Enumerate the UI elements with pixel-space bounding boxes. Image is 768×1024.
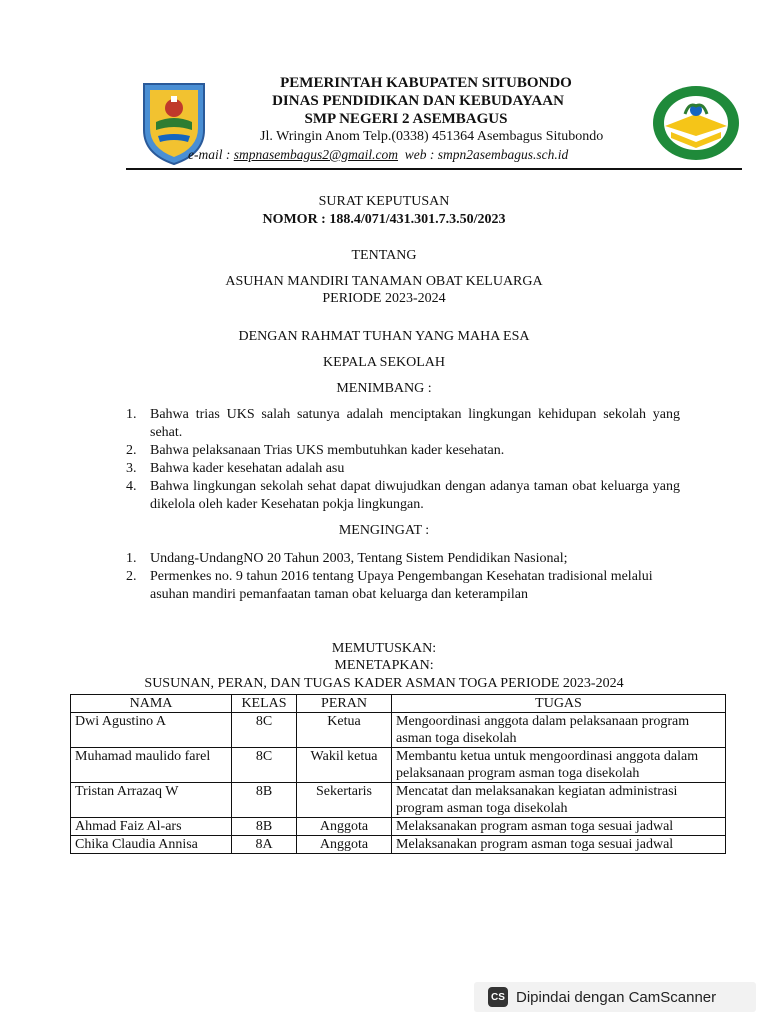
list-text: Undang-UndangNO 20 Tahun 2003, Tentang Sistem Pendidikan Nasional; [150,551,568,566]
cell-task: Mengoordinasi anggota dalam pelaksanaan program asman toga disekolah [392,713,726,748]
cell-role: Ketua [297,713,392,748]
column-header-task: TUGAS [392,695,726,713]
list-item [120,460,680,478]
list-number: 2. [126,569,137,584]
table-row [71,713,726,748]
table-row [71,783,726,818]
list-number: 4. [126,479,137,494]
list-text: Bahwa kader kesehatan adalah asu [150,461,345,476]
letterhead-school: SMP NEGERI 2 ASEMBAGUS [304,111,508,127]
list-number: 1. [126,407,137,422]
camscanner-watermark [474,982,756,1012]
cell-task: Membantu ketua untuk mengoordinasi anggota dalam pelaksanaan program asman toga disekolah [392,748,726,783]
list-item [120,406,680,442]
list-item [120,550,680,568]
decree-title: SURAT KEPUTUSAN [318,194,450,209]
cell-task: Melaksanakan program asman toga sesuai jadwal [392,836,726,854]
list-number: 1. [126,551,137,566]
decree-number: NOMOR : 188.4/071/431.301.7.3.50/2023 [262,212,506,227]
cell-class: 8C [232,748,297,783]
letterhead-address: Jl. Wringin Anom Telp.(0338) 451364 Asembagus Situbondo [260,129,604,144]
email-link[interactable]: smpnasembagus2@gmail.com [233,147,399,162]
list-number: 3. [126,461,137,476]
establish-label: MENETAPKAN: [334,658,434,673]
column-header-name: NAMA [71,695,232,713]
letterhead-divider [126,168,742,170]
table-header-row [71,695,726,713]
cell-class: 8A [232,836,297,854]
recalling-label: MENGINGAT : [338,523,430,538]
letterhead-contact [188,146,626,164]
cell-name: Tristan Arrazaq W [71,783,232,818]
cell-name: Dwi Agustino A [71,713,232,748]
list-text: Bahwa trias UKS salah satunya adalah menciptakan lingkungan kehidupan sekolah yang sehat. [150,407,680,440]
decree-subject: ASUHAN MANDIRI TANAMAN OBAT KELUARGA [225,274,543,289]
letterhead-department: DINAS PENDIDIKAN DAN KEBUDAYAAN [272,93,564,109]
column-header-class: KELAS [232,695,297,713]
cell-role: Sekertaris [297,783,392,818]
cell-class: 8B [232,818,297,836]
camscanner-text: Dipindai dengan CamScanner [516,988,717,1006]
cell-task: Melaksanakan program asman toga sesuai jadwal [392,818,726,836]
cell-role: Anggota [297,818,392,836]
table-row [71,836,726,854]
blessing-line: DENGAN RAHMAT TUHAN YANG MAHA ESA [238,329,530,344]
authority-line: KEPALA SEKOLAH [323,355,445,370]
camscanner-icon: CS [488,987,508,1007]
table-row [71,748,726,783]
list-number: 2. [126,443,137,458]
list-text: Permenkes no. 9 tahun 2016 tentang Upaya Pengembangan Kesehatan tradisional melalui asuhan mandiri pemanfaatan taman obat keluarga dan keterampilan [150,569,653,602]
cell-name: Ahmad Faiz Al-ars [71,818,232,836]
cadre-table [70,694,726,854]
letterhead-government: PEMERINTAH KABUPATEN SITUBONDO [280,75,572,91]
table-row [71,818,726,836]
list-item [120,478,680,514]
column-header-role: PERAN [297,695,392,713]
cell-name: Chika Claudia Annisa [71,836,232,854]
email-label: e-mail : [188,147,234,162]
list-item [120,568,680,604]
cell-class: 8C [232,713,297,748]
website-text: web : smpn2asembagus.sch.id [404,147,569,162]
letterhead [186,74,626,164]
considering-list [120,406,680,514]
table-title: SUSUNAN, PERAN, DAN TUGAS KADER ASMAN TOGA PERIODE 2023-2024 [144,676,624,691]
cell-role: Wakil ketua [297,748,392,783]
list-text: Bahwa lingkungan sekolah sehat dapat diwujudkan dengan adanya taman obat keluarga yang dikelola oleh kader Kesehatan pokja lingkungan. [150,479,680,512]
school-emblem-logo [651,84,741,162]
decree-period: PERIODE 2023-2024 [322,291,446,306]
cell-class: 8B [232,783,297,818]
decide-label: MEMUTUSKAN: [331,641,437,656]
list-text: Bahwa pelaksanaan Trias UKS membutuhkan kader kesehatan. [150,443,505,458]
list-item [120,442,680,460]
considering-label: MENIMBANG : [336,381,432,396]
recalling-list [120,550,680,604]
cell-name: Muhamad maulido farel [71,748,232,783]
cell-role: Anggota [297,836,392,854]
about-label: TENTANG [351,248,417,263]
cell-task: Mencatat dan melaksanakan kegiatan administrasi program asman toga disekolah [392,783,726,818]
